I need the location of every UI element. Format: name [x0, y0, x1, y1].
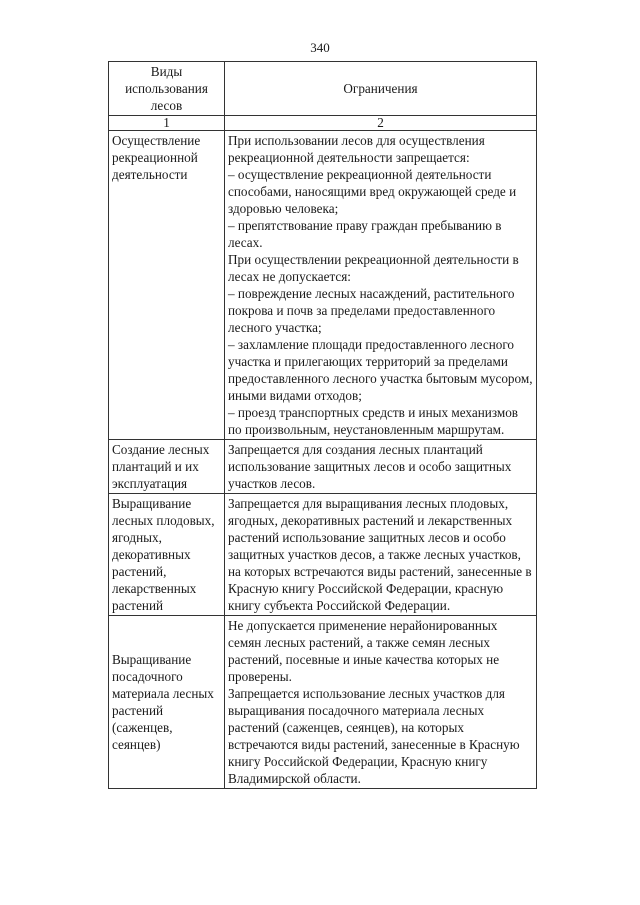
row-limits — [225, 440, 537, 494]
limit-line: Запрещается использование лесных участков для выращивания посадочного материала лесных растений (саженцев, сеянцев), на которых встречаются виды растений, занесенные в Красную книгу Российской Федерации, Красную книгу Владимирской области. — [228, 686, 520, 786]
col1-number: 1 — [109, 116, 225, 131]
row-kind: Выращивание лесных плодовых, ягодных, декоративных растений, лекарственных растений — [109, 494, 225, 616]
table-row — [109, 494, 537, 616]
table-header-row — [109, 62, 537, 116]
limit-line: – препятствование праву граждан пребыванию в лесах. — [228, 218, 502, 250]
limit-line: При использовании лесов для осуществления рекреационной деятельности запрещается: — [228, 133, 485, 165]
row-kind: Создание лесных плантаций и их эксплуатация — [109, 440, 225, 494]
limit-line: При осуществлении рекреационной деятельности в лесах не допускается: — [228, 252, 519, 284]
limit-line: Не допускается применение нерайонированных семян лесных растений, а также семян лесных растений, посевные и иные качества которых не проверены. — [228, 618, 500, 684]
col2-number: 2 — [225, 116, 537, 131]
row-kind: Выращивание посадочного материала лесных растений (саженцев, сеянцев) — [109, 616, 225, 789]
limit-line: Запрещается для выращивания лесных плодовых, ягодных, декоративных растений и лекарственных растений использование защитных лесов и особо защитных участков десов, а также лесных участков, на которых встречаются виды растений, занесенные в Красную книгу Российской Федерации, красную книгу субъекта Российской Федерации. — [228, 496, 532, 613]
restrictions-table — [108, 61, 537, 789]
limit-line: – захламление площади предоставленного лесного участка и прилегающих территорий за пределами предоставленного лесного участка бытовым мусором, иными видами отходов; — [228, 337, 533, 403]
header-kind: Виды использования лесов — [109, 62, 225, 116]
row-limits — [225, 494, 537, 616]
row-limits — [225, 616, 537, 789]
limit-line: – проезд транспортных средств и иных механизмов по произвольным, неустановленным маршрутам. — [228, 405, 519, 437]
table-row — [109, 616, 537, 789]
row-kind: Осуществление рекреационной деятельности — [109, 131, 225, 440]
column-number-row — [109, 116, 537, 131]
page-number: 340 — [310, 40, 330, 55]
header-limits: Ограничения — [225, 62, 537, 116]
table-row — [109, 440, 537, 494]
limit-line: Запрещается для создания лесных плантаций использование защитных лесов и особо защитных участков лесов. — [228, 442, 512, 491]
table-row — [109, 131, 537, 440]
row-limits — [225, 131, 537, 440]
limit-line: – повреждение лесных насаждений, растительного покрова и почв за пределами предоставленного лесного участка; — [228, 286, 515, 335]
limit-line: – осуществление рекреационной деятельности способами, наносящими вред окружающей среде и здоровью человека; — [228, 167, 517, 216]
